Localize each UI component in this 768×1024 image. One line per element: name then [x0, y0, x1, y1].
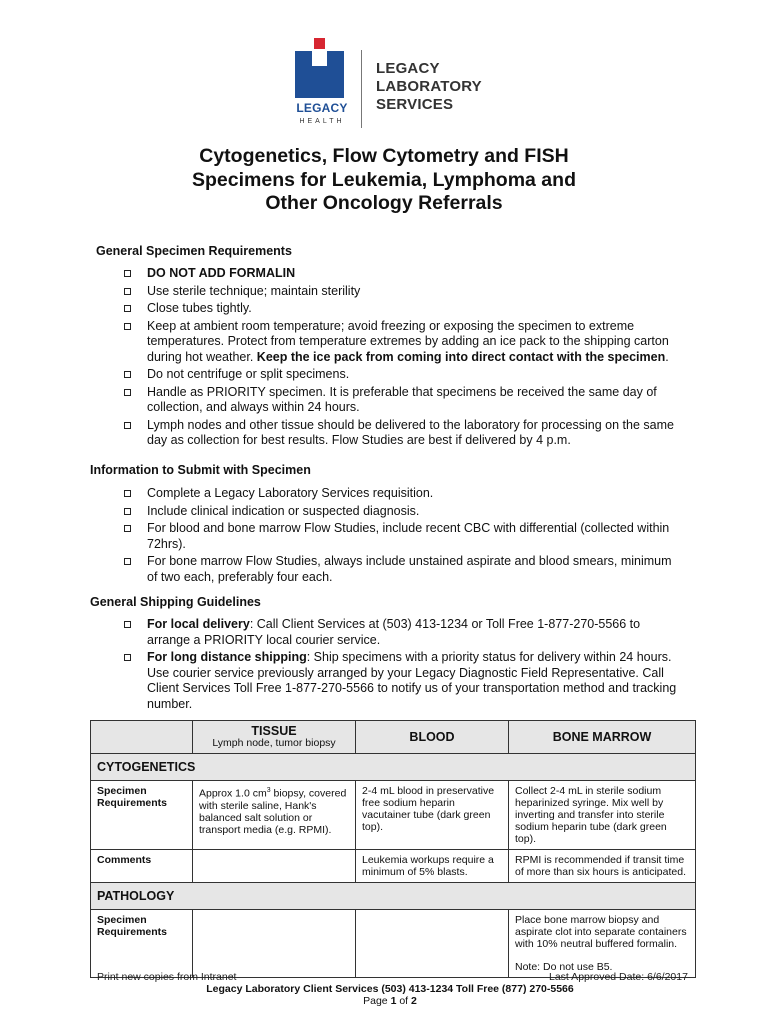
checkbox-bullet-icon: [124, 288, 131, 295]
list-item: [124, 504, 684, 520]
page-current: 1: [390, 995, 397, 1007]
table-header-blood: BLOOD: [356, 721, 509, 754]
list-item: [124, 486, 684, 502]
item-text: For bone marrow Flow Studies, always include unstained aspirate and blood smears, minimum of two each, preferably four each.: [147, 554, 672, 584]
row-label-comments: Comments: [91, 850, 193, 883]
item-text: For blood and bone marrow Flow Studies, include recent CBC with differential (collected within 72hrs).: [147, 521, 670, 551]
logo-services-text: [376, 60, 482, 114]
item-bold-text: Keep the ice pack from coming into direct contact with the specimen: [256, 349, 666, 364]
band-pathology: PATHOLOGY: [91, 883, 696, 910]
cell-text: biopsy, covered with sterile saline, Hank's balanced salt solution or transport media (e.g. RPMI).: [199, 787, 347, 836]
legacy-logo: [292, 38, 492, 130]
table-cell: [193, 850, 356, 883]
header-text: TISSUE: [251, 724, 297, 738]
list-item: [124, 554, 684, 585]
checkbox-bullet-icon: [124, 389, 131, 396]
row-label-specimen-requirements: Specimen Requirements: [91, 781, 193, 850]
table-cell: Leukemia workups require a minimum of 5% blasts.: [356, 850, 509, 883]
footer-approved-date: Last Approved Date: 6/6/2017: [549, 971, 688, 983]
band-cytogenetics: CYTOGENETICS: [91, 754, 696, 781]
title-line: Cytogenetics, Flow Cytometry and FISH: [199, 145, 569, 167]
list-item: [124, 266, 684, 282]
title-line: Other Oncology Referrals: [265, 192, 503, 214]
checkbox-bullet-icon: [124, 371, 131, 378]
table-header-bone-marrow: BONE MARROW: [509, 721, 696, 754]
table-cell: Collect 2-4 mL in sterile sodium heparinized syringe. Mix well by inverting and transfer into sterile sodium heparin tube (dark green top).: [509, 781, 696, 850]
item-bold-text: For local delivery: [147, 617, 250, 631]
table-cell: [356, 910, 509, 978]
footer-page-number: [84, 995, 696, 1007]
cell-note: Note: Do not use B5.: [515, 961, 613, 973]
checkbox-bullet-icon: [124, 654, 131, 661]
item-text: Handle as PRIORITY specimen. It is preferable that specimens be received the same day of collection, and always within 24 hours.: [147, 384, 657, 414]
item-text: .: [665, 349, 669, 364]
footer-client-services: Legacy Laboratory Client Services (503) 413-1234 Toll Free (877) 270-5566: [206, 983, 574, 995]
table-row: [91, 850, 696, 883]
table-band-row: [91, 754, 696, 781]
list-item: [124, 301, 684, 317]
checkbox-bullet-icon: [124, 525, 131, 532]
item-text: Complete a Legacy Laboratory Services requisition.: [147, 486, 434, 500]
table-header-tissue: [193, 721, 356, 754]
table-cell: RPMI is recommended if transit time of more than six hours is anticipated.: [509, 850, 696, 883]
cell-superscript: 3: [266, 787, 271, 794]
section-heading-general-requirements: General Specimen Requirements: [96, 244, 292, 258]
list-item: [124, 284, 684, 300]
section-heading-submit-info: Information to Submit with Specimen: [90, 463, 311, 477]
item-bold-text: For long distance shipping: [147, 650, 307, 664]
checkbox-bullet-icon: [124, 490, 131, 497]
shipping-list: [124, 617, 684, 714]
list-item: [124, 521, 684, 552]
document-title: [84, 145, 684, 216]
logo-services-line: LABORATORY: [376, 78, 482, 95]
list-item: [124, 650, 684, 712]
header-subtext: Lymph node, tumor biopsy: [212, 737, 336, 749]
item-bold-text: DO NOT ADD FORMALIN: [147, 266, 296, 280]
page-total: 2: [411, 995, 417, 1007]
checkbox-bullet-icon: [124, 558, 131, 565]
page-text: of: [396, 995, 412, 1007]
item-text: Do not centrifuge or split specimens.: [147, 367, 350, 381]
footer-print-note: Print new copies from Intranet: [97, 971, 237, 983]
table-header-blank: [91, 721, 193, 754]
cell-text: Place bone marrow biopsy and aspirate clot into separate containers with 10% neutral buffered formalin.: [515, 914, 687, 950]
item-text: Include clinical indication or suspected diagnosis.: [147, 503, 420, 518]
item-text: Close tubes tightly.: [147, 301, 252, 315]
row-label-specimen-requirements: Specimen Requirements: [91, 910, 193, 978]
logo-services-line: LEGACY: [376, 60, 440, 77]
checkbox-bullet-icon: [124, 422, 131, 429]
checkbox-bullet-icon: [124, 621, 131, 628]
checkbox-bullet-icon: [124, 508, 131, 515]
table-row: [91, 781, 696, 850]
submit-info-list: [124, 486, 684, 587]
item-text: Keep at ambient room temperature; avoid freezing or exposing the specimen to extreme temperatures. Protect from temperature extremes by adding an ice pack to the shipping carton during hot weather.: [147, 318, 669, 364]
logo-services-line: SERVICES: [376, 96, 454, 113]
item-text: : Call Client Services at (503) 413-1234 or Toll Free 1-877-270-5566 to arrange a PRIORITY local courier service.: [147, 617, 641, 647]
list-item: [124, 319, 684, 366]
logo-legacy-text: LEGACY: [296, 101, 348, 115]
table-band-row: [91, 883, 696, 910]
item-text: Use sterile technique; maintain sterility: [147, 283, 361, 298]
logo-divider: [361, 50, 362, 128]
table-cell: [193, 910, 356, 978]
checkbox-bullet-icon: [124, 323, 131, 330]
list-item: [124, 385, 684, 416]
logo-health-text: HEALTH: [299, 118, 345, 125]
list-item: [124, 367, 684, 383]
specimen-table: [90, 720, 696, 978]
legacy-logo-mark-icon: [292, 38, 352, 130]
table-cell: 2-4 mL blood in preservative free sodium heparin vacutainer tube (dark green top).: [356, 781, 509, 850]
list-item: [124, 418, 684, 449]
table-row: [91, 910, 696, 978]
item-text: Lymph nodes and other tissue should be delivered to the laboratory for processing on the same day as collection for best results. Flow Studies are best if delivered by 4 p.m.: [147, 417, 674, 447]
checkbox-bullet-icon: [124, 305, 131, 312]
title-line: Specimens for Leukemia, Lymphoma and: [192, 168, 576, 191]
list-item: [124, 617, 684, 648]
table-cell: [193, 781, 356, 850]
section-heading-shipping: General Shipping Guidelines: [90, 595, 261, 609]
item-text: : Ship specimens with a priority status for delivery within 24 hours. Use courier service previously arranged by your Legacy Diagnostic Field Representative. Call Client Services Toll Free 1-877-270-5566 to notify us of your transportation method and tracking number.: [147, 650, 677, 711]
checkbox-bullet-icon: [124, 270, 131, 277]
page-text: Page: [363, 995, 391, 1007]
cell-text: Approx 1.0 cm: [199, 787, 267, 800]
general-requirements-list: [124, 266, 684, 451]
table-header-row: [91, 721, 696, 754]
table-cell: [509, 910, 696, 978]
